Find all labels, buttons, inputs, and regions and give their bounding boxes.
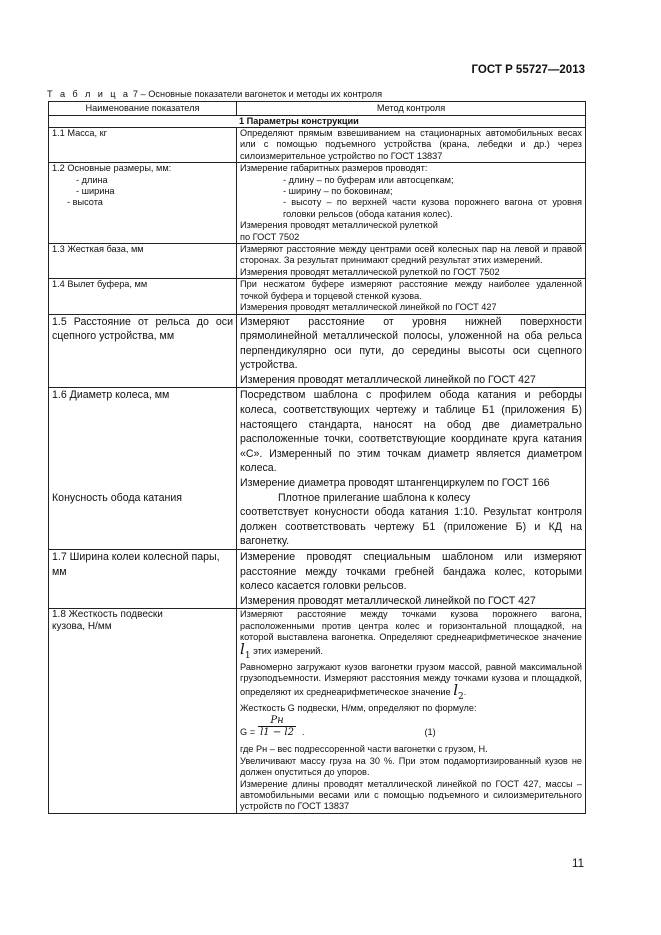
row-method [237, 609, 586, 814]
row-method [237, 279, 586, 314]
section-row [49, 116, 586, 128]
row-name [49, 314, 237, 388]
method-text: Измерения проводят металлической линейкой по ГОСТ 427 [240, 373, 536, 386]
method-text: При несжатом буфере измеряют расстояние между наиболее удаленной точкой буфера и торцевой стенкой кузова. [240, 279, 582, 301]
method-text [240, 609, 582, 662]
method-text: Определяют прямым взвешиванием на стационарных автомобильных весах или с помощью подъемного устройства (крана, лебедки и др.) через силоизмерительное устройство по ГОСТ 13837 [240, 128, 582, 161]
table-row [49, 163, 586, 244]
row-name [49, 128, 237, 163]
method-text: Посредством шаблона с профилем обода катания и реборды колеса, соответствующих чертежу и таблице Б1 (приложения Б) настоящего стандарта, наносят на обод две диаметрально расположенные точки, соответствующие координате круга катания «С». Измеренный по этим точкам диаметр является диаметром колеса. [240, 389, 582, 475]
method-text: по ГОСТ 7502 [240, 231, 300, 242]
row-name-text: кузова, Н/мм [52, 621, 112, 633]
table-row [49, 388, 586, 550]
table-row [49, 550, 586, 609]
row-method [237, 388, 586, 550]
formula-number: (1) [424, 727, 436, 738]
control-methods-table [48, 101, 586, 814]
row-name [49, 388, 237, 550]
method-text: Жесткость G подвески, Н/мм, определяют по формуле: [240, 703, 477, 714]
method-text: Измерения проводят металлической рулеткой [240, 220, 438, 231]
table-row [49, 609, 586, 814]
row-name-text: 1.1 Масса, кг [52, 128, 107, 138]
row-sub-height: - высота [67, 197, 103, 208]
row-name-text: 1.8 Жесткость подвески [52, 609, 163, 621]
table-row [49, 279, 586, 314]
formula-denominator: l1 − l2 [260, 727, 294, 739]
row-name [49, 244, 237, 279]
method-text-part: Измеряют расстояние между точками кузова порожнего вагона, расположенными против центра колес и горизонтальной площадкой, на которой выставлена вагонетка. Определяют среднеарифметическое значение [240, 609, 582, 643]
row-name [49, 609, 237, 814]
row-name-text: 1.4 Вылет буфера, мм [52, 279, 148, 290]
table-row [49, 314, 586, 388]
method-text: Измерение диаметра проводят штангенциркулем по ГОСТ 166 [240, 477, 550, 490]
method-text: Равномерно загружают кузов вагонетки грузом массой, равной максимальной грузоподъемности. Измеряют расстояния между точками кузова и площадкой, определяют их среднеарифметическое значение $l_2$. [240, 662, 582, 702]
method-text: - длину – по буферам или автосцепкам; [283, 174, 454, 185]
table-caption [47, 89, 382, 99]
row-name [49, 279, 237, 314]
method-text: соответствует конусности обода катания 1:10. Результат контроля должен соответствовать чертежу Б1 (приложение Б) и КД на вагонетку. [240, 506, 582, 548]
row-name [49, 163, 237, 244]
method-text: Измерения проводят металлической линейкой по ГОСТ 427 [240, 594, 536, 607]
standard-designation: ГОСТ Р 55727—2013 [471, 64, 585, 76]
section-title: 1 Параметры конструкции [49, 116, 586, 128]
method-text-part: этих измерений. [253, 645, 323, 656]
method-text: - ширину – по боковинам; [283, 186, 393, 197]
method-text: - высоту – по верхней части кузова порожнего вагона от уровня головки рельсов (обода катания колес). [283, 197, 582, 219]
row-sub-width: - ширина [76, 186, 115, 197]
method-text: Измерение длины проводят металлической линейкой по ГОСТ 427, массы – автомобильными весами или с помощью подъемного и силоизмерительного устройств по ГОСТ 13837 [240, 778, 582, 812]
method-text: Измеряют расстояние между центрами осей колесных пар на левой и правой сторонах. За результат принимают средний результат этих измерений. [240, 244, 582, 266]
method-text: Увеличивают массу груза на 30 %. При этом подамортизированный кузов не должен опуститься до упоров. [240, 755, 582, 778]
method-text: Плотное прилегание шаблона к колесу [278, 491, 471, 504]
row-name-text: 1.7 Ширина колеи колесной пары, мм [52, 551, 220, 578]
method-text: Измерение габаритных размеров проводят: [240, 163, 428, 174]
method-text-part: Равномерно загружают кузов вагонетки грузом массой, равной максимальной грузоподъемности. Измеряют расстояния между точками кузова и площадкой, определяют их среднеарифметическое значение [240, 662, 582, 697]
method-text: где Рн – вес подрессоренной части вагонетки с грузом, Н. [240, 744, 488, 755]
page-number: 11 [572, 858, 584, 870]
table-header-row [49, 102, 586, 116]
row-method [237, 244, 586, 279]
formula-fraction [258, 715, 296, 739]
column-header-name: Наименование показателя [49, 102, 237, 116]
table-row [49, 244, 586, 279]
row-method [237, 163, 586, 244]
column-header-method: Метод контроля [237, 102, 586, 116]
formula-numerator: Рн [258, 715, 296, 727]
row-method [237, 314, 586, 388]
row-name-text: 1.3 Жесткая база, мм [52, 244, 144, 255]
row-name-text: 1.5 Расстояние от рельса до оси сцепного устройства, мм [52, 315, 233, 343]
table-row [49, 128, 586, 163]
row-method [237, 128, 586, 163]
row-name-text-conicity: Конусность обода катания [52, 492, 183, 505]
method-text: Измерения проводят металлической рулеткой по ГОСТ 7502 [240, 266, 500, 277]
formula-lhs: G = [240, 727, 256, 738]
method-text: Измерение проводят специальным шаблоном или измеряют расстояние между точками гребней бандажа колес, которыми колесо касается головки рельсов. [240, 551, 582, 593]
caption-prefix: Т а б л и ц а [47, 89, 131, 99]
method-text: Измеряют расстояние от уровня нижней поверхности прямолинейной металлической полосы, уложенной на оба рельса перпендикулярно оси пути, до середины высоты оси сцепного устройства. [240, 315, 582, 372]
stiffness-formula: G = $\frac{Рн}{l1 - l2}$ . (1) [240, 714, 436, 739]
method-text: Измерения проводят металлической линейкой по ГОСТ 427 [240, 302, 497, 313]
l2-symbol: $l_2$ [453, 680, 464, 702]
row-name [49, 550, 237, 609]
l1-symbol: $l_1$ [240, 639, 251, 661]
row-sub-length: - длина [76, 174, 108, 185]
row-name-text: 1.2 Основные размеры, мм: [52, 163, 172, 174]
row-name-text: 1.6 Диаметр колеса, мм [52, 389, 170, 402]
caption-text: 7 – Основные показатели вагонеток и методы их контроля [130, 89, 383, 99]
row-method [237, 550, 586, 609]
